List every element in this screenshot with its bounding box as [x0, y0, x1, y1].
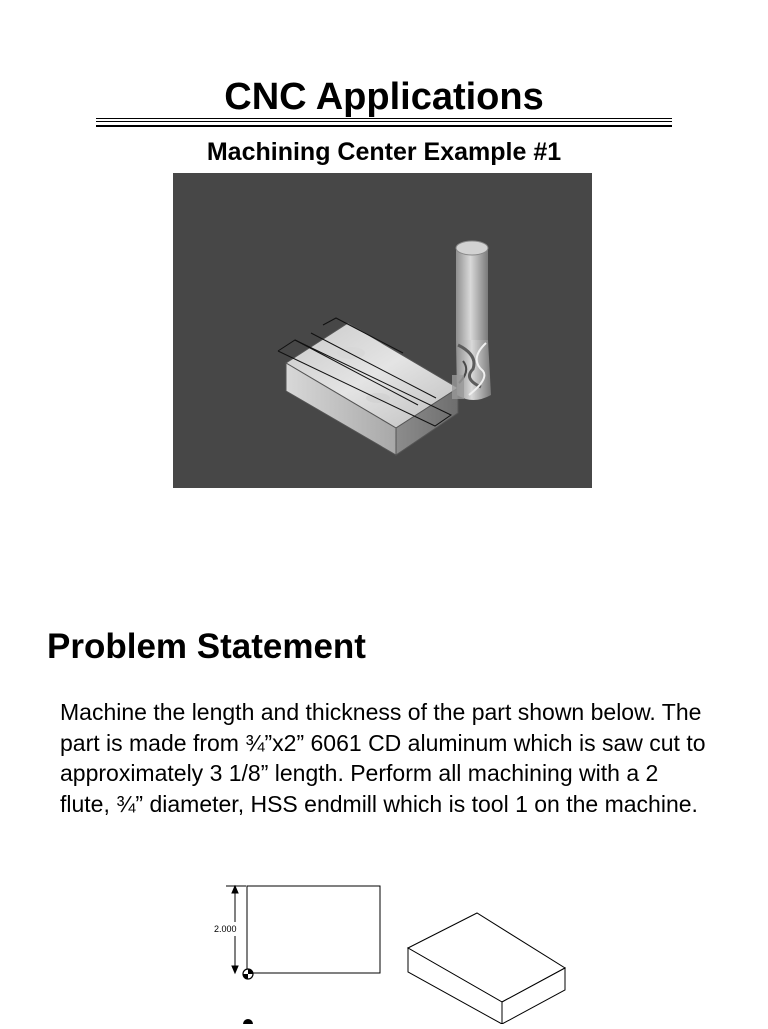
top-view-outline — [247, 886, 380, 973]
machining-render-image — [173, 173, 592, 488]
page-title: CNC Applications — [224, 76, 544, 118]
title-underline — [96, 118, 672, 127]
origin-symbol-lower — [243, 1019, 253, 1024]
problem-statement-text: Machine the length and thickness of the part shown below. The part is made from ¾”x2” 6061 CD aluminum which is saw cut to approximately 3 1/8” length. Perform all machining with a 2 flute, ¾” diameter, HSS endmill which is tool 1 on the machine. — [60, 699, 706, 817]
section-heading: Problem Statement — [47, 627, 366, 666]
dimension-label: 2.000 — [214, 924, 237, 934]
workpiece-block — [286, 323, 458, 455]
page-subtitle: Machining Center Example #1 — [206, 138, 562, 166]
isometric-view — [408, 913, 565, 1024]
endmill-tool — [452, 241, 491, 400]
origin-symbol — [243, 969, 253, 979]
part-drawing — [180, 870, 580, 1029]
